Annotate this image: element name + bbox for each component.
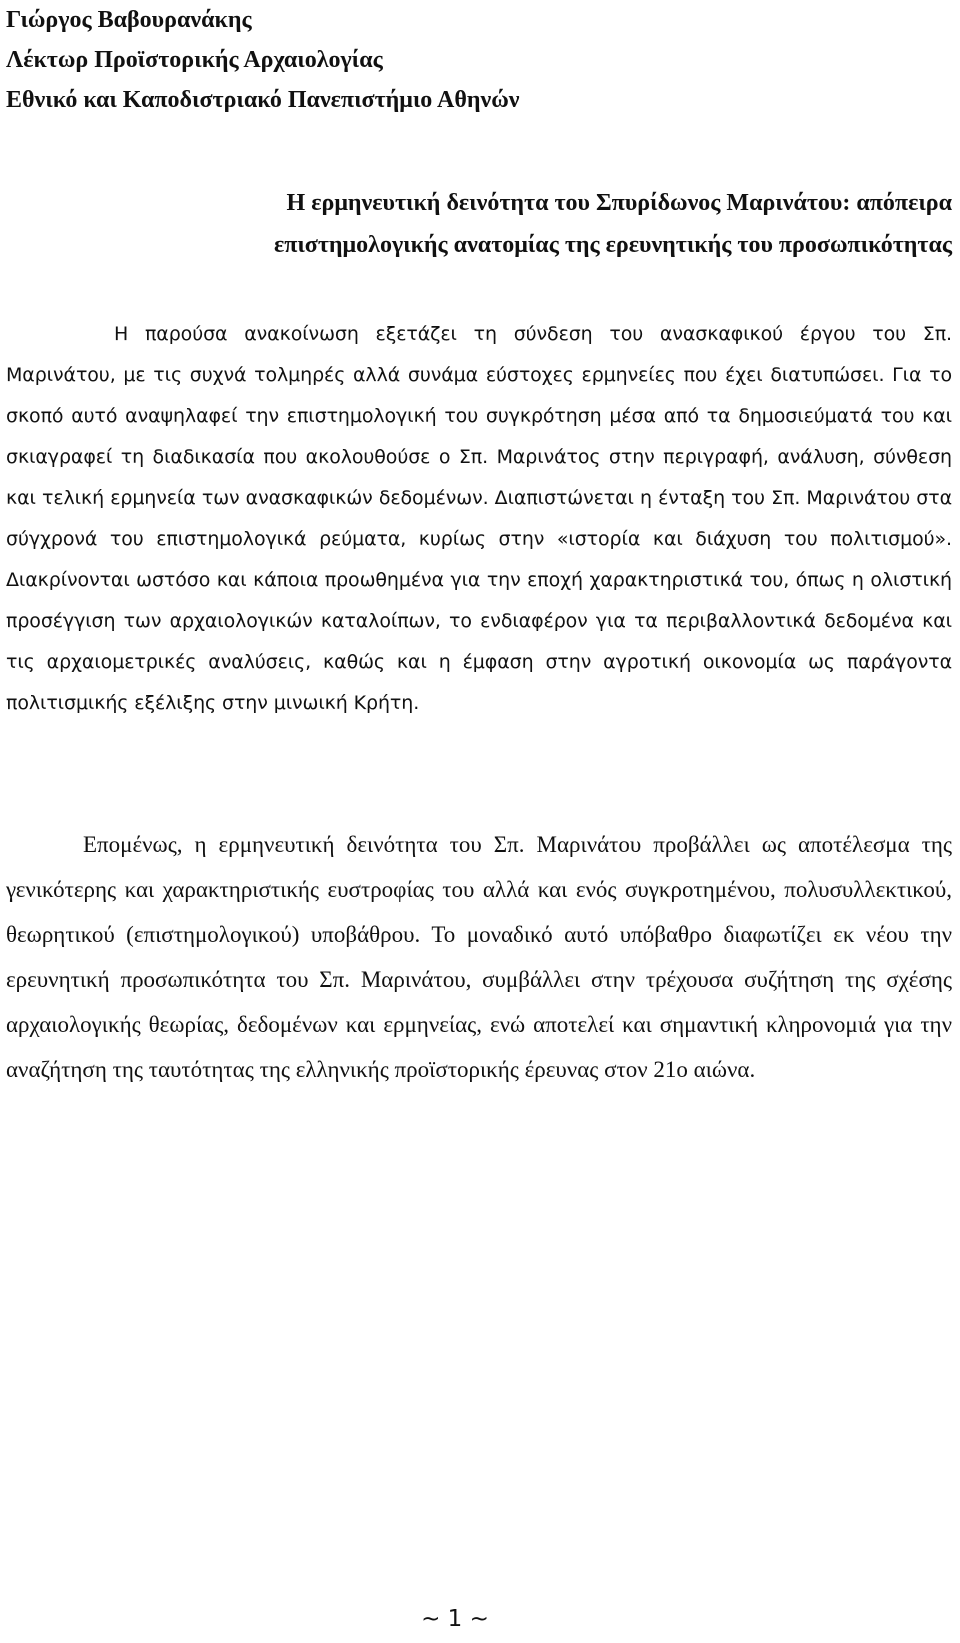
author-block [6, 0, 906, 120]
title-line-1: Η ερμηνευτική δεινότητα του Σπυρίδωνος Μαρινάτου: απόπειρα [286, 190, 952, 216]
title-line-2: επιστημολογικής ανατομίας της ερευνητικής του προσωπικότητας [273, 232, 952, 258]
abstract-paragraph: Η παρούσα ανακοίνωση εξετάζει τη σύνδεση του ανασκαφικού έργου του Σπ. Μαρινάτου, με τις συχνά τολμηρές αλλά συνάμα εύστοχες ερμηνείες που έχει διατυπώσει. Για το σκοπό αυτό αναψηλαφεί την επιστημολογική του συγκρότηση μέσα από τα δημοσιεύματά του και σκιαγραφεί τη διαδικασία που ακολουθούσε ο Σπ. Μαρινάτος στην περιγραφή, ανάλυση, σύνθεση και τελική ερμηνεία των ανασκαφικών δεδομένων. Διαπιστώνεται η ένταξη του Σπ. Μαρινάτου στα σύγχρονά του επιστημολογικά ρεύματα, κυρίως στην «ιστορία και διάχυση του πολιτισμού». Διακρίνονται ωστόσο και κάποια προωθημένα για την εποχή χαρακτηριστικά του, όπως η ολιστική προσέγγιση των αρχαιολογικών καταλοίπων, το ενδιαφέρον για τα περιβαλλοντικά δεδομένα και τις αρχαιομετρικές αναλύσεις, καθώς και η έμφαση στην αγροτική οικονομία ως παράγοντα πολιτισμικής εξέλιξης στην μινωική Κρήτη. [6, 323, 952, 714]
page-number: ~ 1 ~ [421, 1606, 489, 1632]
author-name: Γιώργος Βαβουρανάκης [6, 7, 252, 33]
author-position: Λέκτωρ Προϊστορικής Αρχαιολογίας [6, 47, 383, 73]
paper-title [0, 182, 952, 266]
author-institution: Εθνικό και Καποδιστριακό Πανεπιστήμιο Αθηνών [6, 87, 520, 113]
body-paragraph: Επομένως, η ερμηνευτική δεινότητα του Σπ. Μαρινάτου προβάλλει ως αποτέλεσμα της γενικότερης και χαρακτηριστικής ευστροφίας του αλλά και ενός συγκροτημένου, πολυσυλλεκτικού, θεωρητικού (επιστημολογικού) υποβάθρου. Το μοναδικό αυτό υπόβαθρο διαφωτίζει εκ νέου την ερευνητική προσωπικότητα του Σπ. Μαρινάτου, συμβάλλει στην τρέχουσα συζήτηση της σχέσης αρχαιολογικής θεωρίας, δεδομένων και ερμηνείας, ενώ αποτελεί και σημαντική κληρονομιά για την αναζήτηση της ταυτότητας της ελληνικής προϊστορικής έρευνας στον 21ο αιώνα. [6, 832, 952, 1082]
